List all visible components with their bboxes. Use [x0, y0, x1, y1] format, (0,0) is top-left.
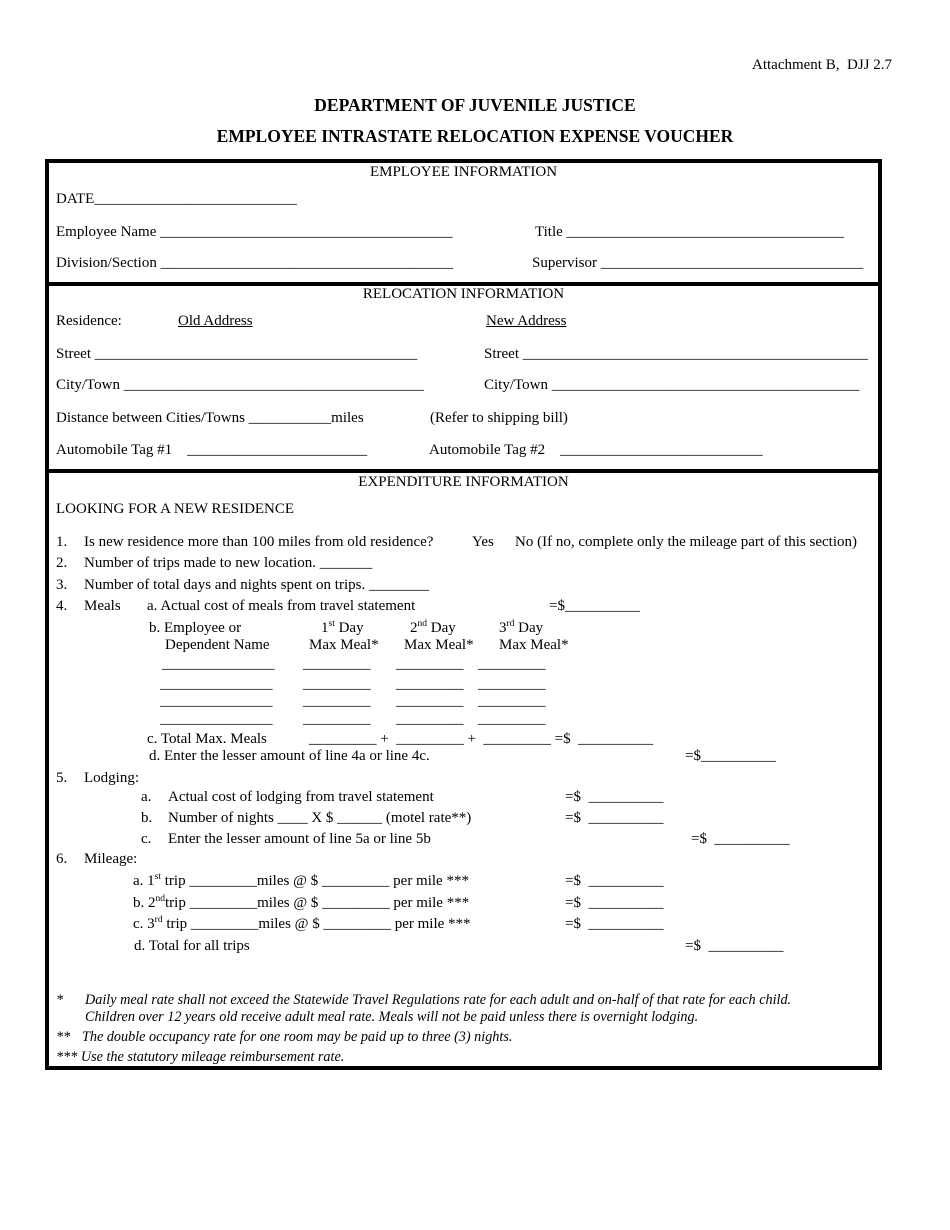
meals-label: Meals [84, 598, 121, 614]
q4d-amount-field[interactable]: =$__________ [685, 748, 776, 764]
old-address-heading: Old Address [178, 313, 253, 329]
q1-yes-option[interactable]: Yes [472, 534, 494, 550]
item-letter: b. [141, 810, 153, 826]
new-city-field[interactable]: City/Town _________________________________________ [484, 377, 860, 393]
footnote-lodging: The double occupancy rate for one room may be paid up to three (3) nights. [82, 1029, 513, 1045]
meal-day-blank[interactable]: _________ [396, 711, 464, 727]
max-meal-header: Max Meal* [404, 637, 474, 653]
q6d-text: d. Total for all trips [134, 938, 250, 954]
q4c-total-line[interactable]: _________ + _________ + _________ =$ __________ [309, 731, 654, 747]
trip-3-amount-field[interactable]: =$ __________ [565, 916, 664, 932]
mileage-label: Mileage: [84, 851, 138, 867]
meal-name-blank[interactable]: _______________ [162, 656, 275, 672]
shipping-note: (Refer to shipping bill) [430, 410, 568, 426]
meal-name-blank[interactable]: _______________ [160, 676, 273, 692]
meal-day-blank[interactable]: _________ [303, 656, 371, 672]
q4a-amount-field[interactable]: =$__________ [549, 598, 640, 614]
meal-day-blank[interactable]: _________ [303, 693, 371, 709]
old-street-field[interactable]: Street ___________________________________________ [56, 346, 418, 362]
q5c-text: Enter the lesser amount of line 5a or line 5b [168, 831, 431, 847]
q1-no-option[interactable]: No (If no, complete only the mileage part of this section) [515, 534, 857, 550]
q1-text: Is new residence more than 100 miles from old residence? [84, 534, 434, 550]
trip-1-field[interactable]: a. 1st trip _________miles @ $ _________ per mile *** [133, 872, 469, 889]
meal-day-blank[interactable]: _________ [396, 656, 464, 672]
max-meal-header: Max Meal* [309, 637, 379, 653]
division-field[interactable]: Division/Section _______________________________________ [56, 255, 454, 271]
q3-days-field[interactable]: Number of total days and nights spent on trips. ________ [84, 577, 429, 593]
footnote-mark: ** [56, 1029, 71, 1045]
item-number: 2. [56, 555, 68, 571]
q6d-amount-field[interactable]: =$ __________ [685, 938, 784, 954]
item-number: 1. [56, 534, 68, 550]
date-field[interactable]: DATE___________________________ [56, 191, 297, 207]
form-title: EMPLOYEE INTRASTATE RELOCATION EXPENSE VOUCHER [216, 126, 734, 146]
max-meal-header: Max Meal* [499, 637, 569, 653]
meal-day-blank[interactable]: _________ [396, 693, 464, 709]
item-number: 4. [56, 598, 68, 614]
employee-section-title: EMPLOYEE INFORMATION [369, 164, 558, 180]
meal-day-blank[interactable]: _________ [478, 676, 546, 692]
meal-name-blank[interactable]: _______________ [160, 711, 273, 727]
new-address-heading: New Address [486, 313, 567, 329]
footnote-mark: * [56, 992, 64, 1008]
new-street-field[interactable]: Street ______________________________________________ [484, 346, 868, 362]
looking-heading: LOOKING FOR A NEW RESIDENCE [56, 501, 295, 517]
meal-day-blank[interactable]: _________ [478, 693, 546, 709]
attachment-label: Attachment B, DJJ 2.7 [752, 57, 892, 73]
section-divider [45, 469, 882, 473]
residence-label: Residence: [56, 313, 122, 329]
day-2-header: 2nd Day [410, 619, 456, 636]
trip-1-amount-field[interactable]: =$ __________ [565, 873, 664, 889]
footnote-meal-rate-cont: Children over 12 years old receive adult meal rate. Meals will not be paid unless there is overnight lodging. [85, 1009, 699, 1025]
day-3-header: 3rd Day [499, 619, 544, 636]
item-number: 5. [56, 770, 68, 786]
distance-field[interactable]: Distance between Cities/Towns ___________miles [56, 410, 364, 426]
q5b-nights-field[interactable]: Number of nights ____ X $ ______ (motel rate**) [168, 810, 472, 826]
trip-3-field[interactable]: c. 3rd trip _________miles @ $ _________ per mile *** [133, 915, 471, 932]
q4a-text: a. Actual cost of meals from travel statement [147, 598, 416, 614]
trip-2-field[interactable]: b. 2ndtrip _________miles @ $ _________ per mile *** [133, 894, 470, 911]
q4b-label-cont: Dependent Name [165, 637, 270, 653]
q4b-label: b. Employee or [149, 620, 242, 636]
q4d-text: d. Enter the lesser amount of line 4a or line 4c. [149, 748, 430, 764]
q5c-amount-field[interactable]: =$ __________ [691, 831, 790, 847]
footnote-meal-rate: Daily meal rate shall not exceed the Statewide Travel Regulations rate for each adult and on-half of that rate for each child. [85, 992, 792, 1008]
item-letter: a. [141, 789, 152, 805]
lodging-label: Lodging: [84, 770, 139, 786]
old-city-field[interactable]: City/Town ________________________________________ [56, 377, 424, 393]
footnote-mileage: *** Use the statutory mileage reimbursement rate. [56, 1049, 345, 1065]
supervisor-field[interactable]: Supervisor ___________________________________ [532, 255, 864, 271]
auto-tag-1-field[interactable]: Automobile Tag #1 ________________________ [56, 442, 368, 458]
meal-name-blank[interactable]: _______________ [160, 693, 273, 709]
meal-day-blank[interactable]: _________ [396, 676, 464, 692]
item-letter: c. [141, 831, 152, 847]
expenditure-section-title: EXPENDITURE INFORMATION [358, 474, 569, 490]
q2-trips-field[interactable]: Number of trips made to new location. _______ [84, 555, 373, 571]
meal-day-blank[interactable]: _________ [303, 676, 371, 692]
item-number: 3. [56, 577, 68, 593]
meal-day-blank[interactable]: _________ [478, 656, 546, 672]
auto-tag-2-field[interactable]: Automobile Tag #2 ___________________________ [429, 442, 763, 458]
employee-name-field[interactable]: Employee Name _______________________________________ [56, 224, 453, 240]
q5b-amount-field[interactable]: =$ __________ [565, 810, 664, 826]
item-number: 6. [56, 851, 68, 867]
trip-2-amount-field[interactable]: =$ __________ [565, 895, 664, 911]
day-1-header: 1st Day [321, 619, 364, 636]
meal-day-blank[interactable]: _________ [478, 711, 546, 727]
title-field[interactable]: Title _____________________________________ [535, 224, 845, 240]
relocation-section-title: RELOCATION INFORMATION [362, 286, 565, 302]
q4c-label: c. Total Max. Meals [147, 731, 267, 747]
q5a-amount-field[interactable]: =$ __________ [565, 789, 664, 805]
department-heading: DEPARTMENT OF JUVENILE JUSTICE [314, 95, 636, 115]
q5a-text: Actual cost of lodging from travel statement [168, 789, 434, 805]
meal-day-blank[interactable]: _________ [303, 711, 371, 727]
